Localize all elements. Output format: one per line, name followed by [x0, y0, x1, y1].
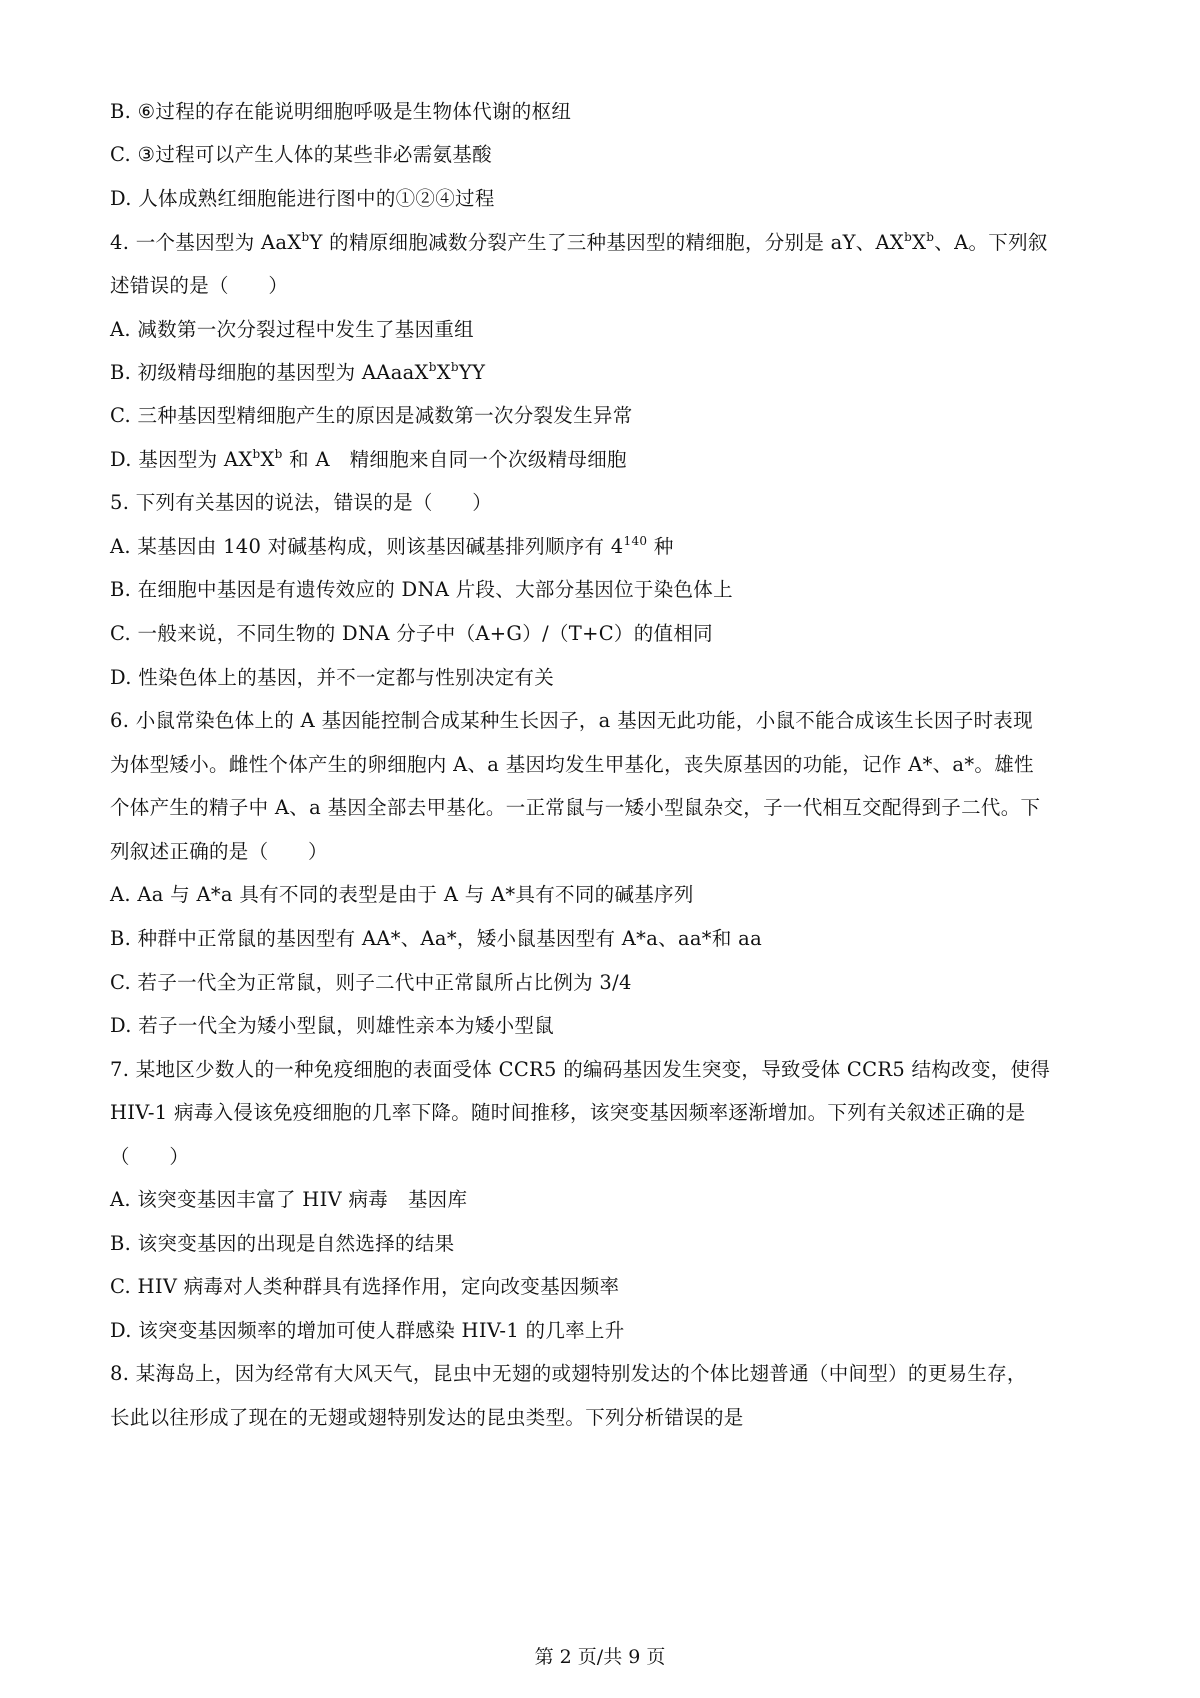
text-line: 为体型矮小。雌性个体产生的卵细胞内 A、a 基因均发生甲基化，丧失原基因的功能，记作 A*、a*。雄性: [110, 753, 1034, 776]
page-footer: 第 2 页/共 9 页: [534, 1646, 666, 1668]
text-line: 长此以往形成了现在的无翅或翅特别发达的昆虫类型。下列分析错误的是: [110, 1406, 744, 1429]
option-line: A. Aa 与 A*a 具有不同的表型是由于 A 与 A*具有不同的碱基序列: [110, 883, 694, 906]
option-line: A. 减数第一次分裂过程中发生了基因重组: [110, 318, 474, 341]
question-8-stem: 8. 某海岛上，因为经常有大风天气，昆虫中无翅的或翅特别发达的个体比翅普通（中间型）的更易生存，: [110, 1362, 1027, 1385]
text-line: C. ③过程可以产生人体的某些非必需氨基酸: [110, 143, 492, 166]
option-line: D. 若子一代全为矮小型鼠，则雄性亲本为矮小型鼠: [110, 1014, 555, 1037]
option-line: C. HIV 病毒对人类种群具有选择作用，定向改变基因频率: [110, 1275, 620, 1298]
option-line: B. 在细胞中基因是有遗传效应的 DNA 片段、大部分基因位于染色体上: [110, 578, 733, 601]
option-line: D. 基因型为 $AX^bX^b$ 和 A 精细胞来自同一个次级精母细胞: [110, 447, 627, 471]
text-line: D. 人体成熟红细胞能进行图中的①②④过程: [110, 187, 495, 210]
text-line: 个体产生的精子中 A、a 基因全部去甲基化。一正常鼠与一矮小型鼠杂交，子一代相互交配得到子二代。下: [110, 796, 1041, 819]
text-line: 述错误的是（ ）: [110, 274, 289, 297]
option-line: A. 某基因由 140 对碱基构成，则该基因碱基排列顺序有 $4^{140}$ 种: [110, 534, 674, 558]
text-line: HIV-1 病毒入侵该免疫细胞的几率下降。随时间推移，该突变基因频率逐渐增加。下列有关叙述正确的是: [110, 1101, 1026, 1124]
question-4-stem: 4. 一个基因型为 AaX$^b$Y 的精原细胞减数分裂产生了三种基因型的精细胞，分别是 aY、$AX^bX^b$、A。下列叙: [110, 230, 1048, 254]
option-line: A. 该突变基因丰富了 HIV 病毒 基因库: [110, 1188, 468, 1211]
option-line: D. 该突变基因频率的增加可使人群感染 HIV-1 的几率上升: [110, 1319, 625, 1342]
text-line: B. ⑥过程的存在能说明细胞呼吸是生物体代谢的枢纽: [110, 100, 572, 123]
option-line: B. 种群中正常鼠的基因型有 AA*、Aa*，矮小鼠基因型有 A*a、aa*和 aa: [110, 927, 763, 950]
text-line: （ ）: [110, 1145, 190, 1168]
option-line: B. 初级精母细胞的基因型为 $AAaaX^bX^bYY$: [110, 360, 486, 384]
text-line: 列叙述正确的是（ ）: [110, 840, 328, 863]
option-line: D. 性染色体上的基因，并不一定都与性别决定有关: [110, 666, 555, 689]
question-5-stem: 5. 下列有关基因的说法，错误的是（ ）: [110, 491, 493, 514]
option-line: B. 该突变基因的出现是自然选择的结果: [110, 1232, 455, 1255]
option-line: C. 若子一代全为正常鼠，则子二代中正常鼠所占比例为 3/4: [110, 971, 632, 994]
question-6-stem: 6. 小鼠常染色体上的 A 基因能控制合成某种生长因子，a 基因无此功能，小鼠不能合成该生长因子时表现: [110, 709, 1033, 732]
option-line: C. 一般来说，不同生物的 DNA 分子中（A+G）/（T+C）的值相同: [110, 622, 713, 645]
question-7-stem: 7. 某地区少数人的一种免疫细胞的表面受体 CCR5 的编码基因发生突变，导致受体 CCR5 结构改变，使得: [110, 1058, 1051, 1081]
option-line: C. 三种基因型精细胞产生的原因是减数第一次分裂发生异常: [110, 404, 633, 427]
